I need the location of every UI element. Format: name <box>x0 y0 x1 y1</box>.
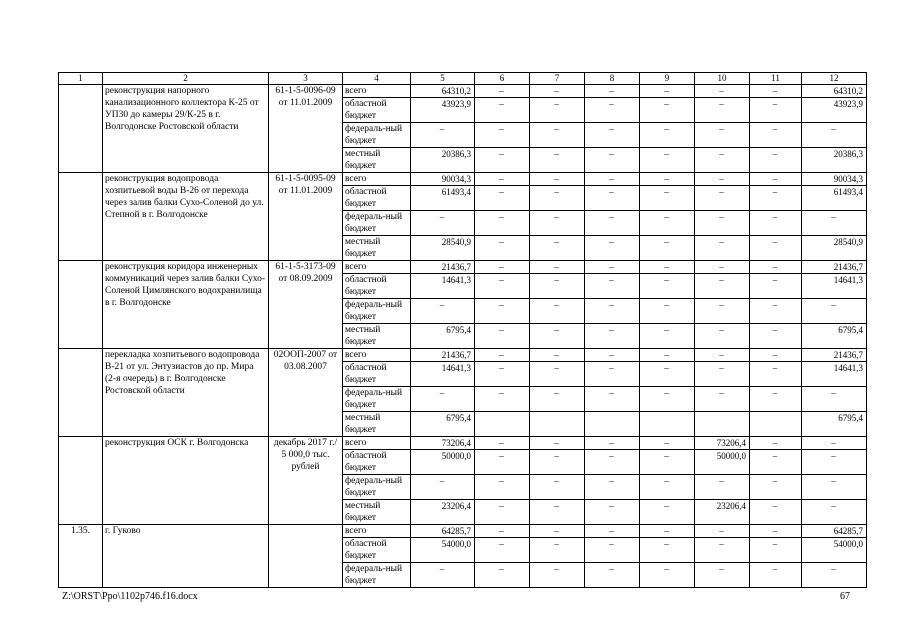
amount-cell: – <box>802 563 867 588</box>
amount-cell: – <box>640 173 695 186</box>
amount-cell: – <box>802 437 867 450</box>
amount-cell: – <box>750 85 802 98</box>
amount-cell: 64310,2 <box>411 85 475 98</box>
header-cell: 7 <box>530 73 585 85</box>
funding-source: всего <box>343 173 411 186</box>
amount-cell: – <box>475 500 530 525</box>
amount-cell: – <box>475 349 530 362</box>
amount-cell: – <box>750 236 802 261</box>
amount-cell: – <box>475 525 530 538</box>
row-number <box>59 261 103 349</box>
funding-source: федераль-ный бюджет <box>343 387 411 412</box>
amount-cell: – <box>530 525 585 538</box>
funding-source: федераль-ный бюджет <box>343 123 411 148</box>
amount-cell: – <box>411 475 475 500</box>
header-cell: 2 <box>103 73 269 85</box>
amount-cell: – <box>750 349 802 362</box>
amount-cell: – <box>750 324 802 349</box>
amount-cell: – <box>530 563 585 588</box>
amount-cell: – <box>530 450 585 475</box>
amount-cell: – <box>640 362 695 387</box>
amount-cell: – <box>530 236 585 261</box>
amount-cell: 61493,4 <box>802 186 867 211</box>
amount-cell: 54000,0 <box>802 538 867 563</box>
amount-cell: – <box>475 261 530 274</box>
amount-cell: – <box>695 211 750 236</box>
amount-cell: – <box>640 324 695 349</box>
amount-cell: – <box>585 538 640 563</box>
amount-cell: – <box>585 148 640 173</box>
row-number <box>59 349 103 437</box>
amount-cell: – <box>640 475 695 500</box>
amount-cell: – <box>585 437 640 450</box>
amount-cell: 43923,9 <box>411 98 475 123</box>
amount-cell: – <box>585 236 640 261</box>
amount-cell: – <box>475 211 530 236</box>
amount-cell: – <box>695 324 750 349</box>
funding-source: местный бюджет <box>343 236 411 261</box>
amount-cell: – <box>640 261 695 274</box>
amount-cell: – <box>695 274 750 299</box>
amount-cell: – <box>585 261 640 274</box>
amount-cell: – <box>585 211 640 236</box>
amount-cell: – <box>530 362 585 387</box>
amount-cell: – <box>750 299 802 324</box>
header-cell: 4 <box>343 73 411 85</box>
project-name: реконструкция напорного канализационного коллектора К-25 от УП30 до камеры 29/К-25 в г. Волгодонске Ростовской области <box>103 85 269 173</box>
funding-source: всего <box>343 261 411 274</box>
budget-table <box>58 72 867 588</box>
amount-cell: – <box>530 261 585 274</box>
header-cell: 10 <box>695 73 750 85</box>
amount-cell: 64285,7 <box>411 525 475 538</box>
funding-source: всего <box>343 85 411 98</box>
amount-cell: – <box>530 274 585 299</box>
amount-cell: 64310,2 <box>802 85 867 98</box>
amount-cell: 50000,0 <box>695 450 750 475</box>
amount-cell: – <box>750 500 802 525</box>
funding-source: всего <box>343 525 411 538</box>
amount-cell: – <box>585 299 640 324</box>
amount-cell: – <box>530 186 585 211</box>
amount-cell: – <box>585 500 640 525</box>
amount-cell: – <box>585 98 640 123</box>
funding-source: федераль-ный бюджет <box>343 563 411 588</box>
amount-cell <box>640 412 695 437</box>
header-cell: 11 <box>750 73 802 85</box>
funding-source: федераль-ный бюджет <box>343 299 411 324</box>
funding-source: федераль-ный бюджет <box>343 475 411 500</box>
amount-cell: – <box>585 525 640 538</box>
funding-source: местный бюджет <box>343 412 411 437</box>
amount-cell: – <box>530 173 585 186</box>
amount-cell: 6795,4 <box>411 324 475 349</box>
amount-cell: – <box>475 437 530 450</box>
funding-source: областной бюджет <box>343 186 411 211</box>
amount-cell: – <box>411 211 475 236</box>
amount-cell: – <box>475 148 530 173</box>
amount-cell: – <box>802 387 867 412</box>
amount-cell: – <box>530 85 585 98</box>
amount-cell: – <box>750 538 802 563</box>
amount-cell: – <box>585 563 640 588</box>
amount-cell: 64285,7 <box>802 525 867 538</box>
funding-source: местный бюджет <box>343 324 411 349</box>
amount-cell: 20386,3 <box>802 148 867 173</box>
amount-cell: 90034,3 <box>802 173 867 186</box>
amount-cell: – <box>750 186 802 211</box>
amount-cell: – <box>750 274 802 299</box>
amount-cell: – <box>640 437 695 450</box>
amount-cell: 21436,7 <box>802 261 867 274</box>
amount-cell <box>475 412 530 437</box>
amount-cell: 23206,4 <box>411 500 475 525</box>
amount-cell: 21436,7 <box>802 349 867 362</box>
funding-source: всего <box>343 349 411 362</box>
amount-cell: – <box>802 500 867 525</box>
amount-cell: 73206,4 <box>695 437 750 450</box>
project-name: реконструкция водопровода хозпитьевой воды В-26 от перехода через залив балки Сухо-Соленой до ул. Степной в г. Волгодонске <box>103 173 269 261</box>
amount-cell: 14641,3 <box>411 274 475 299</box>
amount-cell: 20386,3 <box>411 148 475 173</box>
amount-cell: – <box>530 500 585 525</box>
funding-source: федераль-ный бюджет <box>343 211 411 236</box>
amount-cell: – <box>750 173 802 186</box>
project-document: 61-1-5-0095-09 от 11.01.2009 <box>269 173 343 261</box>
amount-cell: – <box>530 437 585 450</box>
amount-cell: – <box>695 186 750 211</box>
amount-cell: – <box>640 98 695 123</box>
amount-cell: – <box>585 387 640 412</box>
amount-cell: – <box>475 387 530 412</box>
amount-cell: – <box>475 186 530 211</box>
amount-cell: – <box>530 387 585 412</box>
amount-cell: – <box>530 299 585 324</box>
amount-cell: – <box>585 349 640 362</box>
amount-cell: – <box>750 98 802 123</box>
amount-cell: 61493,4 <box>411 186 475 211</box>
amount-cell: – <box>411 299 475 324</box>
amount-cell: – <box>585 450 640 475</box>
page-number: 67 <box>840 591 850 602</box>
amount-cell: 14641,3 <box>411 362 475 387</box>
project-document: 61-1-5-0096-09 от 11.01.2009 <box>269 85 343 173</box>
project-name: перекладка хозпитьевого водопровода В-21 от ул. Энтузиастов до пр. Мира (2-я очередь) в г. Волгодонске Ростовской области <box>103 349 269 437</box>
amount-cell: – <box>585 123 640 148</box>
amount-cell: – <box>695 563 750 588</box>
amount-cell: – <box>475 475 530 500</box>
amount-cell: – <box>750 525 802 538</box>
funding-source: местный бюджет <box>343 500 411 525</box>
funding-source: всего <box>343 437 411 450</box>
header-cell: 3 <box>269 73 343 85</box>
amount-cell: – <box>475 538 530 563</box>
amount-cell: – <box>750 148 802 173</box>
amount-cell: – <box>695 362 750 387</box>
amount-cell: 90034,3 <box>411 173 475 186</box>
amount-cell: – <box>695 299 750 324</box>
amount-cell: – <box>530 211 585 236</box>
table-row <box>59 437 867 450</box>
amount-cell: – <box>640 236 695 261</box>
amount-cell: – <box>475 173 530 186</box>
funding-source: областной бюджет <box>343 450 411 475</box>
header-cell: 5 <box>411 73 475 85</box>
amount-cell: – <box>802 123 867 148</box>
amount-cell: – <box>695 236 750 261</box>
project-document: 61-1-5-3173-09 от 08.09.2009 <box>269 261 343 349</box>
amount-cell: – <box>750 387 802 412</box>
table-row <box>59 261 867 274</box>
amount-cell: – <box>695 148 750 173</box>
amount-cell: – <box>750 475 802 500</box>
amount-cell: – <box>475 324 530 349</box>
amount-cell: – <box>750 123 802 148</box>
project-name: реконструкция коридора инженерных коммуникаций через залив балки Сухо-Соленой Цимлянского водохранилища в г. Волгодонске <box>103 261 269 349</box>
header-row <box>59 73 867 85</box>
amount-cell: – <box>475 85 530 98</box>
amount-cell <box>585 412 640 437</box>
header-cell: 6 <box>475 73 530 85</box>
amount-cell: – <box>585 362 640 387</box>
amount-cell: 28540,9 <box>411 236 475 261</box>
project-document: 02ООП-2007 от 03.08.2007 <box>269 349 343 437</box>
row-number: 1.35. <box>59 525 103 588</box>
amount-cell: – <box>585 186 640 211</box>
amount-cell: – <box>530 98 585 123</box>
file-path: Z:\ORST\Ppo\1102p746.f16.docx <box>62 591 198 602</box>
funding-source: областной бюджет <box>343 362 411 387</box>
amount-cell: – <box>530 475 585 500</box>
row-number <box>59 173 103 261</box>
funding-source: областной бюджет <box>343 538 411 563</box>
table-row <box>59 173 867 186</box>
amount-cell: – <box>475 123 530 148</box>
amount-cell: – <box>530 123 585 148</box>
amount-cell: – <box>475 362 530 387</box>
table-row <box>59 525 867 538</box>
amount-cell: – <box>695 475 750 500</box>
amount-cell: 21436,7 <box>411 261 475 274</box>
amount-cell: – <box>750 563 802 588</box>
funding-source: областной бюджет <box>343 98 411 123</box>
amount-cell <box>750 412 802 437</box>
amount-cell: – <box>640 450 695 475</box>
amount-cell: – <box>585 173 640 186</box>
table-row <box>59 349 867 362</box>
amount-cell: – <box>640 563 695 588</box>
amount-cell: 21436,7 <box>411 349 475 362</box>
amount-cell: – <box>750 437 802 450</box>
amount-cell: – <box>585 324 640 349</box>
amount-cell: – <box>475 563 530 588</box>
amount-cell: 6795,4 <box>802 412 867 437</box>
amount-cell: – <box>640 349 695 362</box>
funding-source: местный бюджет <box>343 148 411 173</box>
amount-cell: – <box>695 349 750 362</box>
amount-cell: – <box>640 299 695 324</box>
amount-cell: – <box>750 450 802 475</box>
amount-cell: 50000,0 <box>411 450 475 475</box>
amount-cell: – <box>640 211 695 236</box>
amount-cell: – <box>695 98 750 123</box>
amount-cell: – <box>530 349 585 362</box>
amount-cell: – <box>640 186 695 211</box>
table-body <box>59 85 867 588</box>
amount-cell: 43923,9 <box>802 98 867 123</box>
project-name: реконструкция ОСК г. Волгодонска <box>103 437 269 525</box>
amount-cell: – <box>640 123 695 148</box>
header-cell: 12 <box>802 73 867 85</box>
amount-cell: – <box>695 173 750 186</box>
amount-cell: – <box>750 362 802 387</box>
amount-cell: 14641,3 <box>802 274 867 299</box>
amount-cell: – <box>802 299 867 324</box>
amount-cell: – <box>411 123 475 148</box>
funding-source: областной бюджет <box>343 274 411 299</box>
amount-cell <box>530 412 585 437</box>
amount-cell: – <box>640 85 695 98</box>
amount-cell: – <box>640 538 695 563</box>
project-document: декабрь 2017 г./ 5 000,0 тыс. рублей <box>269 437 343 525</box>
project-document <box>269 525 343 588</box>
amount-cell <box>695 412 750 437</box>
amount-cell: – <box>640 500 695 525</box>
amount-cell: – <box>695 525 750 538</box>
project-name: г. Гуково <box>103 525 269 588</box>
header-cell: 1 <box>59 73 103 85</box>
amount-cell: – <box>585 274 640 299</box>
amount-cell: 54000,0 <box>411 538 475 563</box>
amount-cell: – <box>530 324 585 349</box>
header-cell: 9 <box>640 73 695 85</box>
amount-cell: – <box>695 387 750 412</box>
amount-cell: – <box>640 148 695 173</box>
amount-cell: – <box>802 211 867 236</box>
amount-cell: – <box>695 123 750 148</box>
amount-cell: 73206,4 <box>411 437 475 450</box>
amount-cell: – <box>475 450 530 475</box>
amount-cell: – <box>585 85 640 98</box>
amount-cell: – <box>475 299 530 324</box>
amount-cell: – <box>750 261 802 274</box>
amount-cell: – <box>695 538 750 563</box>
amount-cell: 6795,4 <box>802 324 867 349</box>
amount-cell: – <box>640 387 695 412</box>
amount-cell: 14641,3 <box>802 362 867 387</box>
table-row <box>59 85 867 98</box>
amount-cell: – <box>530 538 585 563</box>
amount-cell: – <box>475 98 530 123</box>
amount-cell: – <box>695 261 750 274</box>
amount-cell: – <box>411 563 475 588</box>
amount-cell: – <box>411 387 475 412</box>
amount-cell: – <box>475 274 530 299</box>
amount-cell: – <box>640 274 695 299</box>
amount-cell: 6795,4 <box>411 412 475 437</box>
amount-cell: – <box>640 525 695 538</box>
amount-cell: 23206,4 <box>695 500 750 525</box>
header-cell: 8 <box>585 73 640 85</box>
amount-cell: – <box>802 475 867 500</box>
amount-cell: – <box>475 236 530 261</box>
amount-cell: – <box>585 475 640 500</box>
row-number <box>59 85 103 173</box>
amount-cell: – <box>802 450 867 475</box>
amount-cell: – <box>750 211 802 236</box>
amount-cell: – <box>695 85 750 98</box>
amount-cell: 28540,9 <box>802 236 867 261</box>
amount-cell: – <box>530 148 585 173</box>
row-number <box>59 437 103 525</box>
